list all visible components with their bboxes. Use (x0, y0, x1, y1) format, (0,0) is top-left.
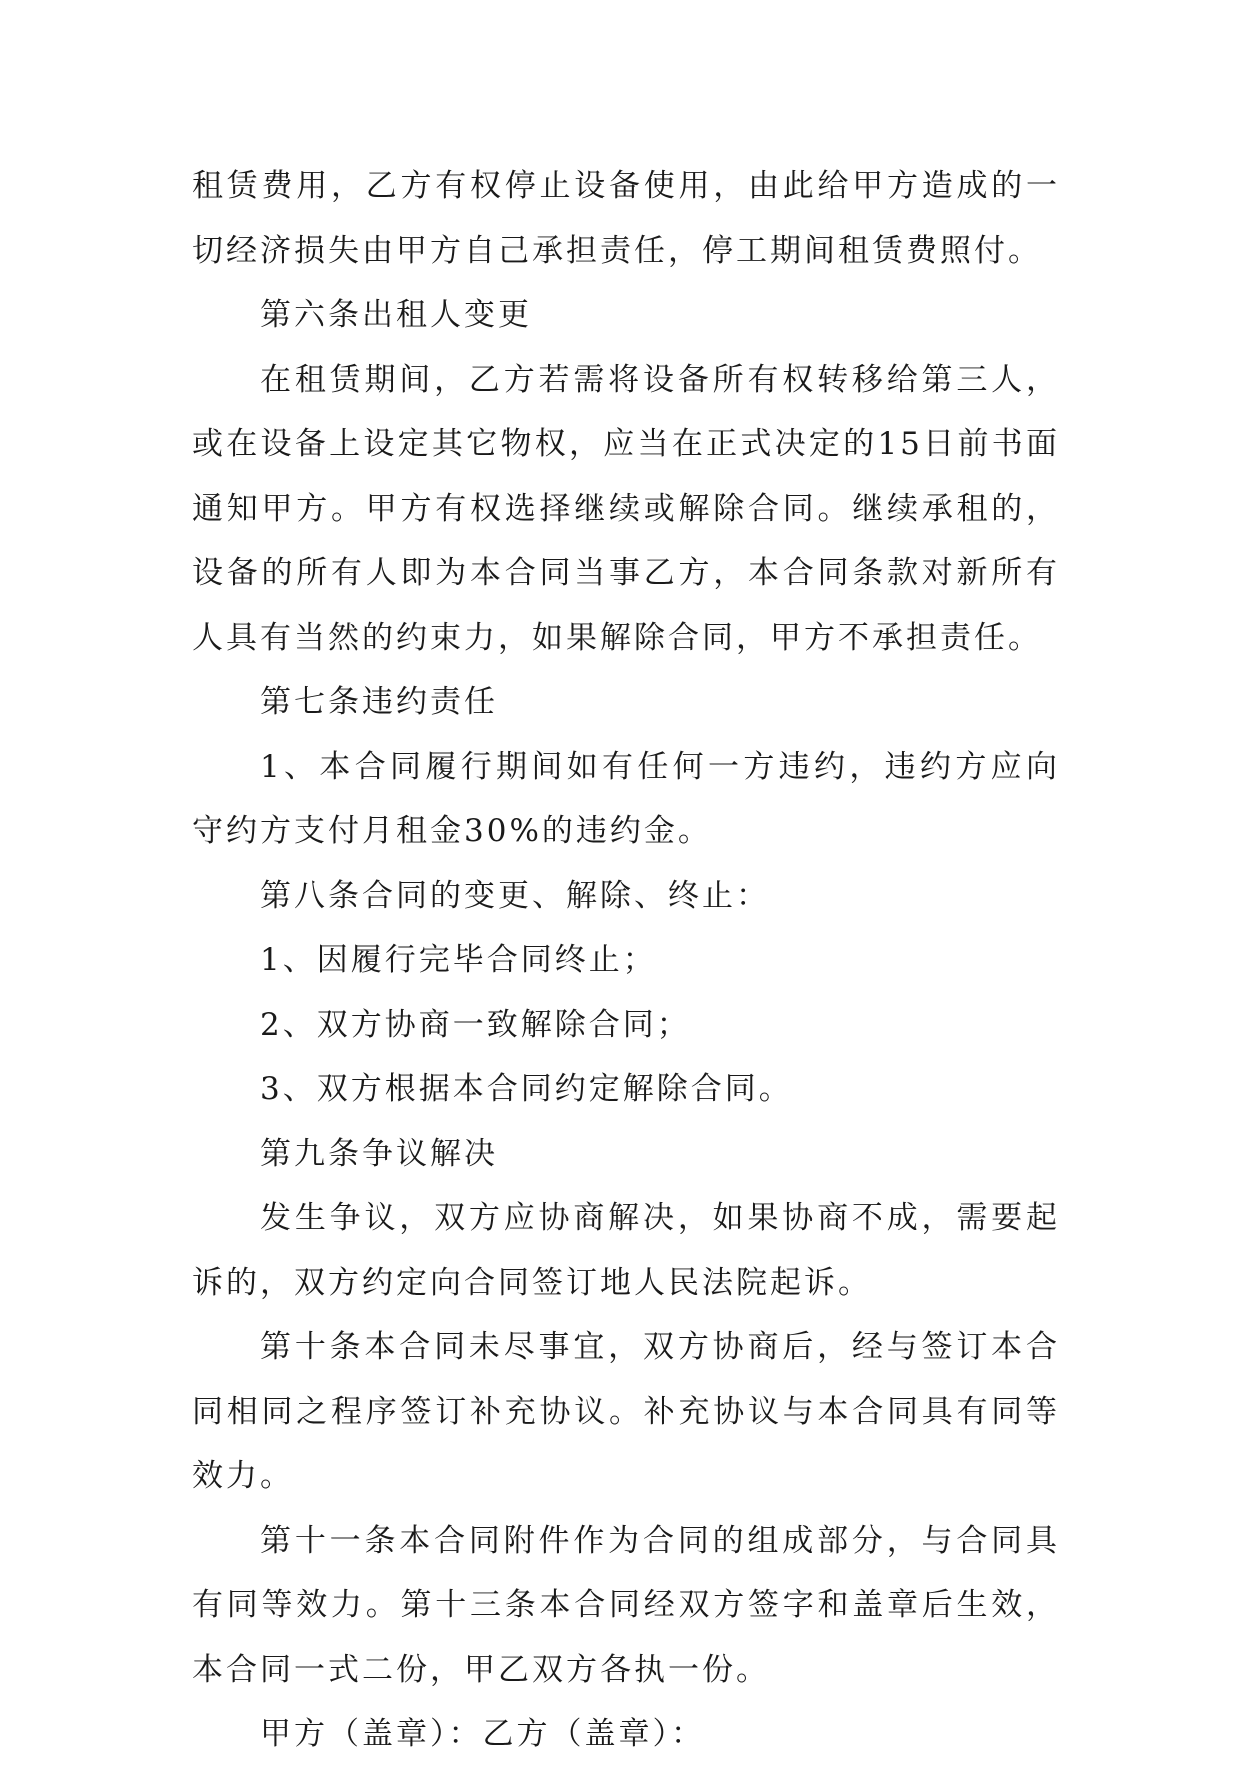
list-item-termination-1: 1、因履行完毕合同终止； (260, 942, 657, 978)
paragraph-dispute-resolution: 发生争议，双方应协商解决，如果协商不成，需要起诉的，双方约定向合同签订地人民法院起诉。 (192, 1200, 1060, 1301)
list-item-termination-2: 2、双方协商一致解除合同； (260, 1006, 691, 1043)
paragraph-lease-fee-continued: 租赁费用，乙方有权停止设备使用，由此给甲方造成的一切经济损失由甲方自己承担责任，停工期间租赁费照付。 (192, 168, 1060, 269)
heading-article-9: 第九条争议解决 (260, 1135, 498, 1172)
heading-article-6: 第六条出租人变更 (260, 297, 532, 333)
paragraph-article-10: 第十条本合同未尽事宜，双方协商后，经与签订本合同相同之程序签订补充协议。补充协议与本合同具有同等效力。 (192, 1329, 1060, 1494)
paragraph-breach-penalty: 1、本合同履行期间如有任何一方违约，违约方应向守约方支付月租金30%的违约金。 (192, 748, 1060, 849)
document-body (192, 154, 1060, 1767)
paragraph-article-11: 第十一条本合同附件作为合同的组成部分，与合同具有同等效力。第十三条本合同经双方签字和盖章后生效，本合同一式二份，甲乙双方各执一份。 (192, 1522, 1060, 1688)
signature-line: 甲方（盖章）：乙方（盖章）： (260, 1716, 705, 1752)
list-item-termination-3: 3、双方根据本合同约定解除合同。 (260, 1071, 793, 1107)
heading-article-7: 第七条违约责任 (260, 684, 498, 720)
heading-article-8: 第八条合同的变更、解除、终止： (260, 877, 770, 914)
paragraph-lessor-change: 在租赁期间，乙方若需将设备所有权转移给第三人，或在设备上设定其它物权，应当在正式决定的15日前书面通知甲方。甲方有权选择继续或解除合同。继续承租的，设备的所有人即为本合同当事乙方，本合同条款对新所有人具有当然的约束力，如果解除合同，甲方不承担责任。 (192, 361, 1060, 656)
